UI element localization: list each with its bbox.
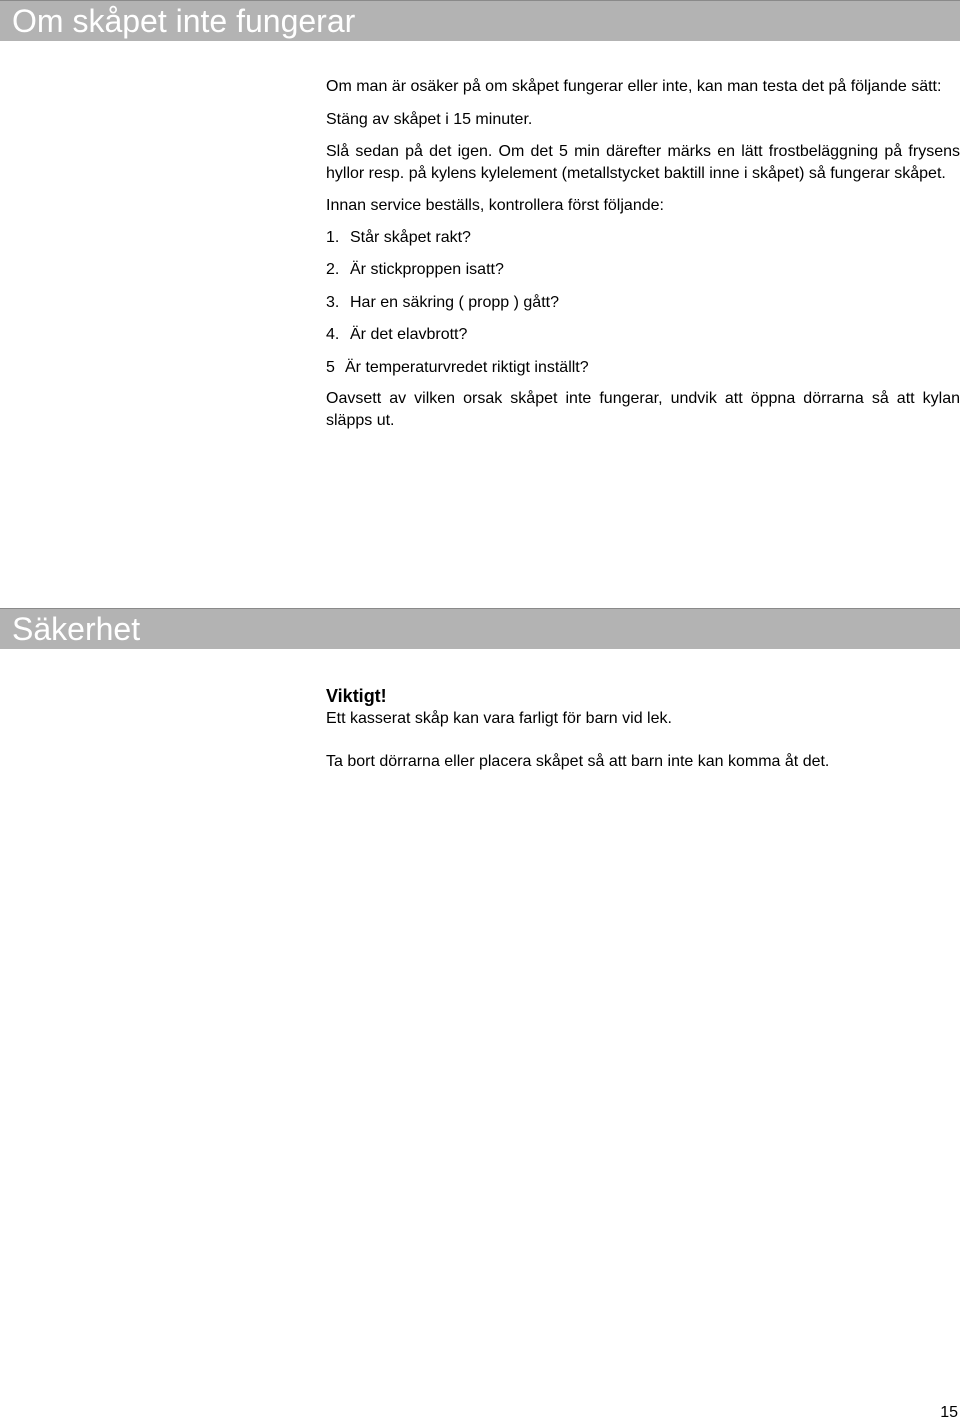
- closing-paragraph: Oavsett av vilken orsak skåpet inte fungerar, undvik att öppna dörrarna så att kylan släpps ut.: [326, 390, 960, 429]
- checklist-number: 5: [326, 358, 335, 376]
- checklist: [326, 227, 960, 379]
- checklist-text: Är temperaturvredet riktigt inställt?: [345, 358, 589, 376]
- checklist-text: Är det elavbrott?: [350, 326, 468, 343]
- checklist-item: [326, 227, 960, 249]
- test-step-2: Slå sedan på det igen. Om det 5 min därefter märks en lätt frostbeläggning på frysens hyllor resp. på kylens kylelement (metallstycket baktill inne i skåpet) så fungerar skåpet.: [326, 143, 960, 182]
- checklist-item: [326, 324, 960, 346]
- checklist-number: 1.: [326, 228, 340, 246]
- checklist-item: [326, 292, 960, 314]
- intro-paragraph: Om man är osäker på om skåpet fungerar eller inte, kan man testa det på följande sätt:: [326, 78, 942, 95]
- advice-paragraph: Ta bort dörrarna eller placera skåpet så att barn inte kan komma åt det.: [326, 753, 830, 770]
- section-header-troubleshooting: [0, 0, 960, 41]
- checklist-number: 3.: [326, 293, 340, 311]
- page-number: 15: [940, 1404, 958, 1421]
- section-title: Om skåpet inte fungerar: [12, 3, 356, 39]
- test-step-1: Stäng av skåpet i 15 minuter.: [326, 110, 533, 128]
- section-header-safety: [0, 608, 960, 649]
- important-heading: Viktigt!: [326, 686, 387, 706]
- checklist-item: [326, 259, 960, 281]
- checklist-text: Är stickproppen isatt?: [350, 261, 504, 278]
- warning-paragraph: Ett kasserat skåp kan vara farligt för barn vid lek.: [326, 710, 672, 727]
- checklist-item: [326, 357, 960, 379]
- checklist-intro: Innan service beställs, kontrollera först följande:: [326, 197, 664, 214]
- checklist-number: 2.: [326, 261, 340, 278]
- safety-content: [326, 684, 960, 773]
- section-title: Säkerhet: [12, 611, 141, 647]
- checklist-text: Har en säkring ( propp ) gått?: [350, 293, 559, 311]
- troubleshooting-content: [326, 76, 960, 431]
- checklist-text: Står skåpet rakt?: [350, 228, 471, 246]
- checklist-number: 4.: [326, 326, 340, 343]
